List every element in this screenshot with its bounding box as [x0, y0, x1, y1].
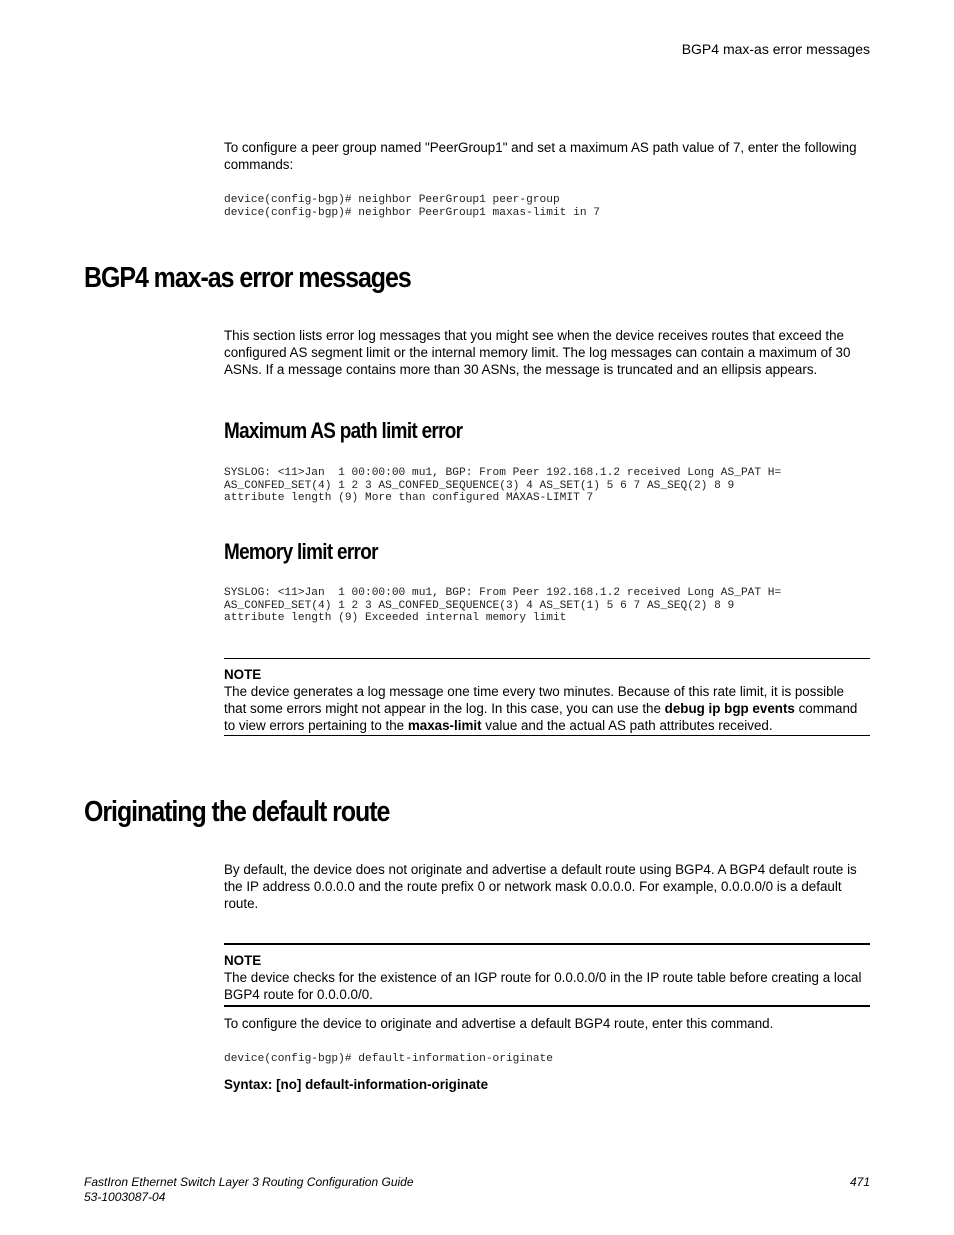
default-originate-code: device(config-bgp)# default-information-originate — [224, 1053, 553, 1065]
note-top-rule — [224, 658, 870, 659]
note-label: NOTE — [224, 667, 262, 682]
note-bottom-rule — [224, 1005, 870, 1007]
running-header: BGP4 max-as error messages — [681, 41, 870, 57]
memory-limit-syslog-code: SYSLOG: <11>Jan 1 00:00:00 mu1, BGP: From Peer 192.168.1.2 received Long AS_PAT H= AS_CONFED_SET(4) 1 2 3 AS_CONFED_SEQUENCE(3) 4 AS_SET(1) 5 6 7 AS_SEQ(2) 8 9 attribute length (9) Exceeded internal memory limit — [224, 587, 782, 625]
footer-page-number: 471 — [849, 1175, 870, 1189]
note-top-rule — [224, 943, 870, 945]
note-text: The device checks for the existence of an IGP route for 0.0.0.0/0 in the IP route table before creating a local BGP4 route for 0.0.0.0/0. — [224, 970, 862, 1002]
subsection-title-max-as-path: Maximum AS path limit error — [224, 418, 463, 443]
note-text-part: command to view errors pertaining to the — [224, 701, 858, 733]
configure-instruction: To configure the device to originate and advertise a default BGP4 route, enter this command. — [224, 1016, 774, 1031]
subsection-title-memory-limit: Memory limit error — [224, 539, 378, 564]
max-as-path-syslog-code: SYSLOG: <11>Jan 1 00:00:00 mu1, BGP: From Peer 192.168.1.2 received Long AS_PAT H= AS_CONFED_SET(4) 1 2 3 AS_CONFED_SEQUENCE(3) 4 AS_SET(1) 5 6 7 AS_SEQ(2) 8 9 attribute length (9) More than configured MAXAS-LIMIT 7 — [224, 467, 782, 505]
syntax-line: Syntax: [no] default-information-originate — [224, 1077, 489, 1092]
section-title-bgp4-max-as: BGP4 max-as error messages — [84, 262, 411, 294]
footer-doc-id: 53-1003087-04 — [84, 1190, 166, 1204]
note-command-debug-ip-bgp-events: debug ip bgp events — [664, 701, 795, 716]
intro-code-block: device(config-bgp)# neighbor PeerGroup1 peer-group device(config-bgp)# neighbor PeerGroup1 maxas-limit in 7 — [224, 194, 600, 219]
footer-doc-title: FastIron Ethernet Switch Layer 3 Routing Configuration Guide — [84, 1175, 414, 1189]
note-text-part: value and the actual AS path attributes received. — [481, 718, 773, 733]
note-label: NOTE — [224, 953, 262, 968]
note-text-part: The device generates a log message one time every two minutes. Because of this rate limit, it is possible that some errors might not appear in the log. In this case, you can use the — [224, 684, 844, 716]
note-text — [224, 683, 870, 734]
note-keyword-maxas-limit: maxas-limit — [407, 718, 482, 733]
note-igp-route — [224, 943, 870, 1007]
section-title-originating-default-route: Originating the default route — [84, 796, 390, 828]
note-rate-limit — [224, 658, 870, 736]
section2-paragraph: By default, the device does not originate and advertise a default route using BGP4. A BGP4 default route is the IP address 0.0.0.0 and the route prefix 0 or network mask 0.0.0.0. For example, 0.0.0.0/0 is a default route. — [224, 862, 857, 911]
section1-paragraph: This section lists error log messages that you might see when the device receives routes that exceed the configured AS segment limit or the internal memory limit. The log messages can contain a maximum of 30 ASNs. If a message contains more than 30 ASNs, the message is truncated and an ellipsis appears. — [224, 328, 851, 377]
note-bottom-rule — [224, 735, 870, 736]
intro-paragraph: To configure a peer group named "PeerGroup1" and set a maximum AS path value of 7, enter the following commands: — [224, 140, 857, 172]
